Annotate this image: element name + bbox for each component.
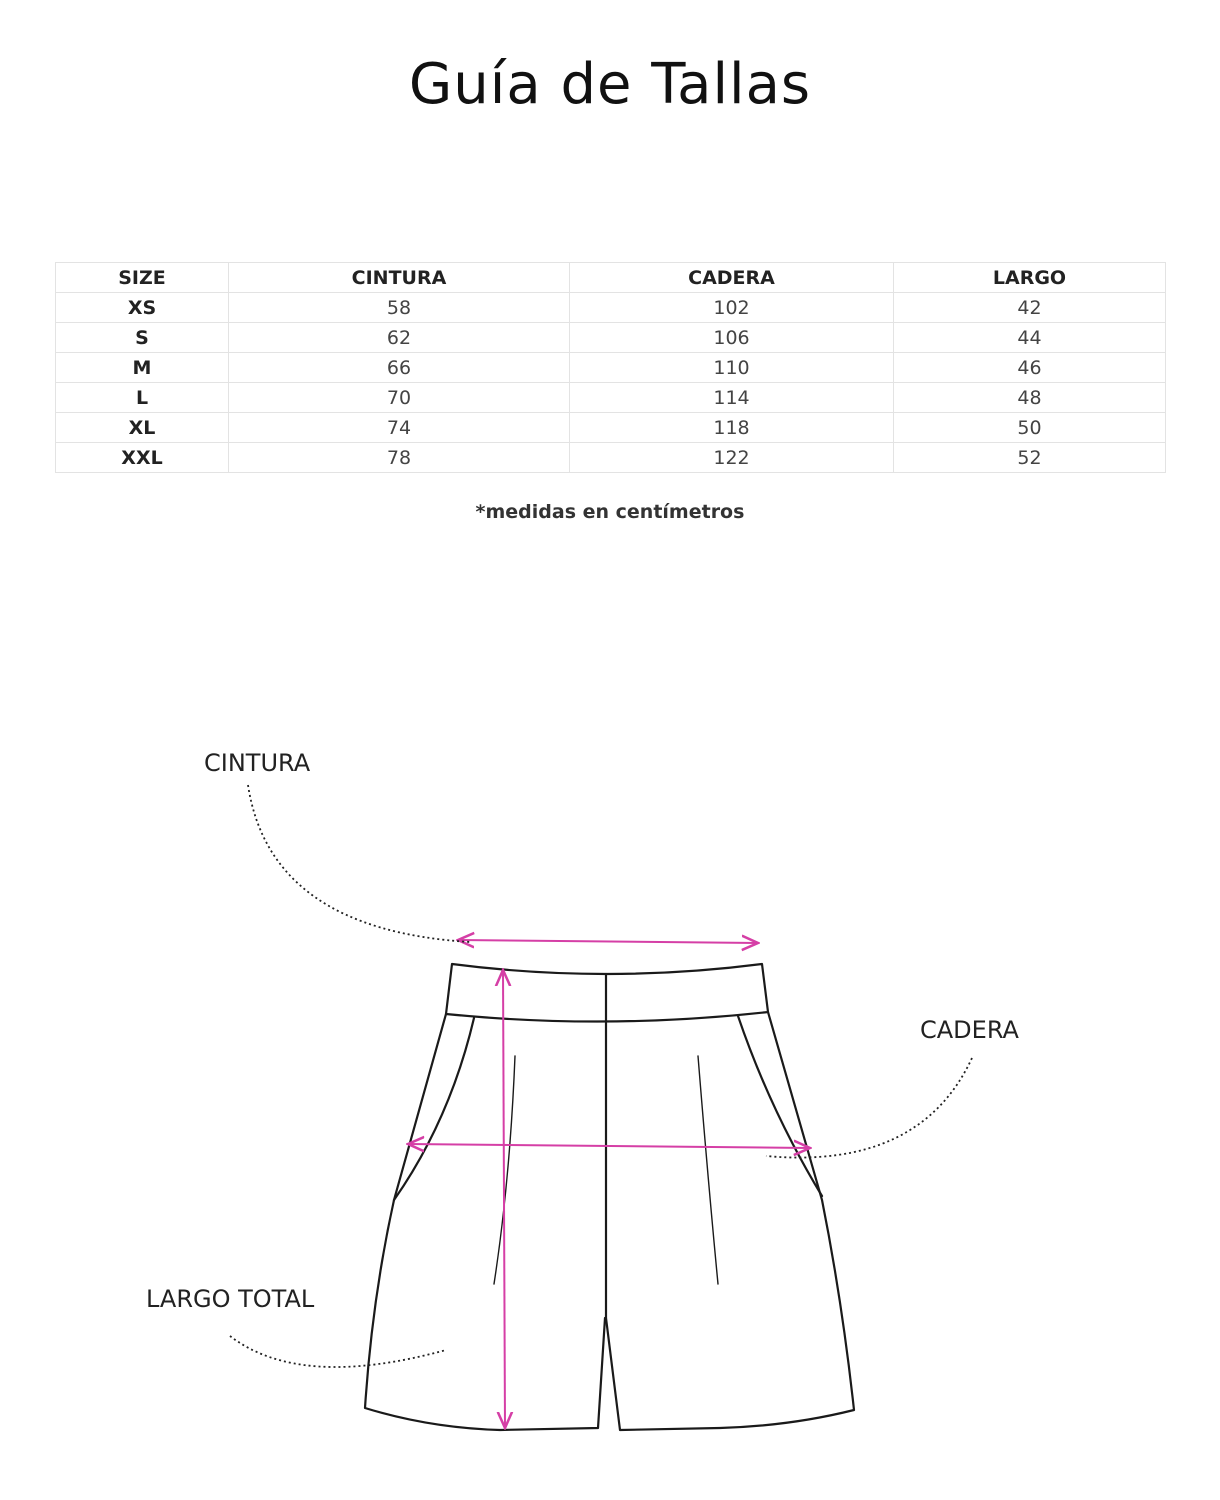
header-largo: LARGO <box>894 263 1166 293</box>
cintura-cell: 74 <box>229 413 570 443</box>
largo-cell: 42 <box>894 293 1166 323</box>
cadera-cell: 114 <box>570 383 894 413</box>
cadera-cell: 102 <box>570 293 894 323</box>
right-pleat <box>698 1056 718 1284</box>
right-leg <box>606 1012 854 1430</box>
hip-leader-line <box>766 1058 972 1158</box>
length-measure-line <box>503 970 505 1428</box>
cintura-cell: 62 <box>229 323 570 353</box>
waist-measure-line <box>458 940 758 943</box>
size-cell: XL <box>56 413 229 443</box>
size-cell: XXL <box>56 443 229 473</box>
left-leg <box>365 1014 605 1430</box>
largo-cell: 48 <box>894 383 1166 413</box>
left-pocket <box>394 1018 474 1200</box>
length-leader-line <box>230 1336 446 1367</box>
label-waist: CINTURA <box>204 749 311 777</box>
size-cell: M <box>56 353 229 383</box>
right-pocket <box>738 1016 822 1196</box>
cintura-cell: 58 <box>229 293 570 323</box>
cadera-cell: 118 <box>570 413 894 443</box>
cintura-cell: 78 <box>229 443 570 473</box>
cintura-cell: 66 <box>229 353 570 383</box>
shorts-outline <box>365 964 854 1430</box>
size-cell: XS <box>56 293 229 323</box>
units-note: *medidas en centímetros <box>475 501 745 523</box>
waist-leader-line <box>248 785 470 942</box>
header-size: SIZE <box>56 263 229 293</box>
size-cell: L <box>56 383 229 413</box>
largo-cell: 52 <box>894 443 1166 473</box>
page-title: Guía de Tallas <box>408 52 812 117</box>
cintura-cell: 70 <box>229 383 570 413</box>
largo-cell: 50 <box>894 413 1166 443</box>
cadera-cell: 106 <box>570 323 894 353</box>
label-hip: CADERA <box>920 1016 1019 1044</box>
hip-measure-line <box>408 1144 810 1148</box>
size-cell: S <box>56 323 229 353</box>
cadera-cell: 110 <box>570 353 894 383</box>
largo-cell: 46 <box>894 353 1166 383</box>
header-cintura: CINTURA <box>229 263 570 293</box>
label-length: LARGO TOTAL <box>146 1285 315 1313</box>
header-cadera: CADERA <box>570 263 894 293</box>
cadera-cell: 122 <box>570 443 894 473</box>
largo-cell: 44 <box>894 323 1166 353</box>
